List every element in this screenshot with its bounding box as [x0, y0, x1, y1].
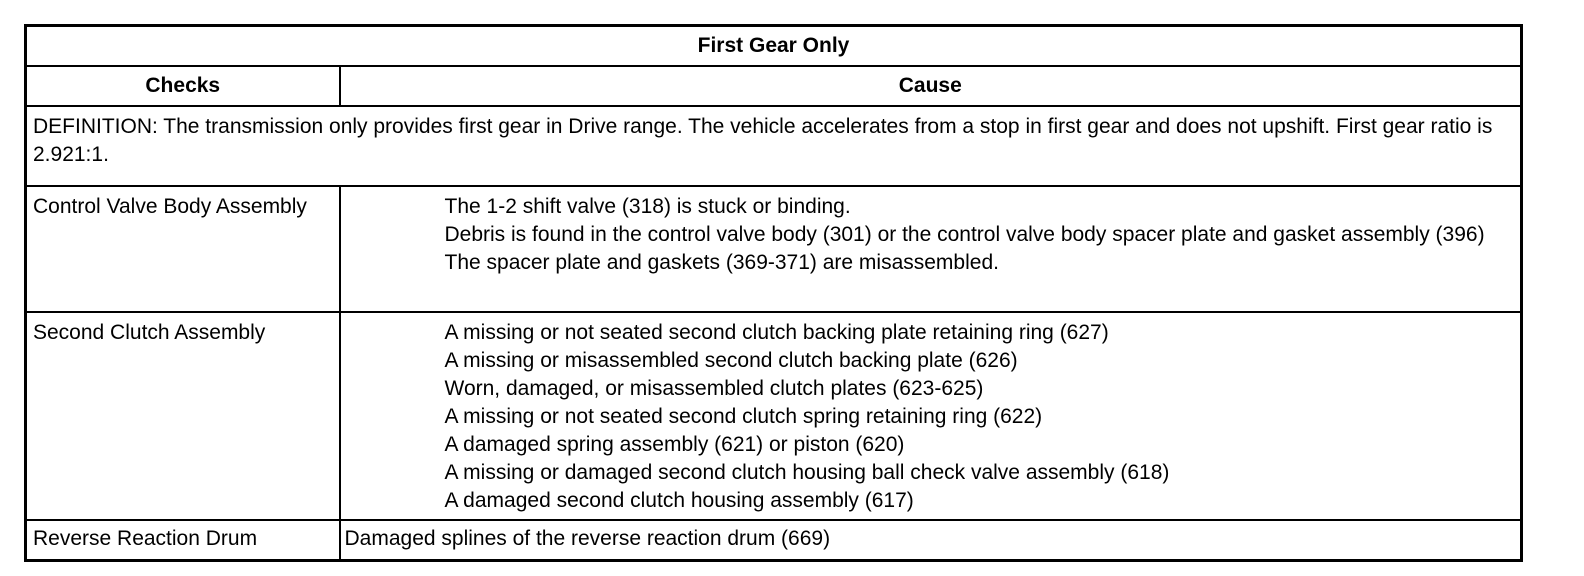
cause-cell: [340, 186, 1522, 312]
cause-line: Worn, damaged, or misassembled clutch plates (623-625): [444, 377, 984, 400]
cause-cell: [340, 312, 1522, 520]
cause-line: Damaged splines of the reverse reaction drum (669): [344, 527, 831, 550]
diagnostic-table: [24, 24, 1523, 562]
cause-line: A missing or damaged second clutch housing ball check valve assembly (618): [444, 461, 1170, 484]
cause-line: The 1-2 shift valve (318) is stuck or binding.: [444, 195, 851, 218]
cause-line: A missing or not seated second clutch spring retaining ring (622): [444, 405, 1043, 428]
definition-text: DEFINITION: The transmission only provides first gear in Drive range. The vehicle accelerates from a stop in first gear and does not upshift. First gear ratio is 2.921:1.: [26, 106, 1522, 186]
table-row: [26, 186, 1522, 312]
cause-line: A damaged second clutch housing assembly (617): [444, 489, 914, 512]
check-cell: Control Valve Body Assembly: [26, 186, 340, 312]
table-row: [26, 520, 1522, 561]
definition-row: [26, 106, 1522, 186]
cause-line: A missing or misassembled second clutch backing plate (626): [444, 349, 1018, 372]
check-cell: Second Clutch Assembly: [26, 312, 340, 520]
header-row: [26, 66, 1522, 106]
cause-header: Cause: [340, 66, 1522, 106]
table-title: First Gear Only: [26, 26, 1522, 67]
title-row: [26, 26, 1522, 67]
cause-line: Debris is found in the control valve body (301) or the control valve body spacer plate and gasket assembly (396): [444, 223, 1485, 246]
cause-line: The spacer plate and gaskets (369-371) are misassembled.: [444, 251, 999, 274]
cause-line: A damaged spring assembly (621) or piston (620): [444, 433, 905, 456]
cause-cell: [340, 520, 1522, 561]
checks-header: Checks: [26, 66, 340, 106]
table-row: [26, 312, 1522, 520]
check-cell: Reverse Reaction Drum: [26, 520, 340, 561]
cause-line: A missing or not seated second clutch backing plate retaining ring (627): [444, 321, 1109, 344]
